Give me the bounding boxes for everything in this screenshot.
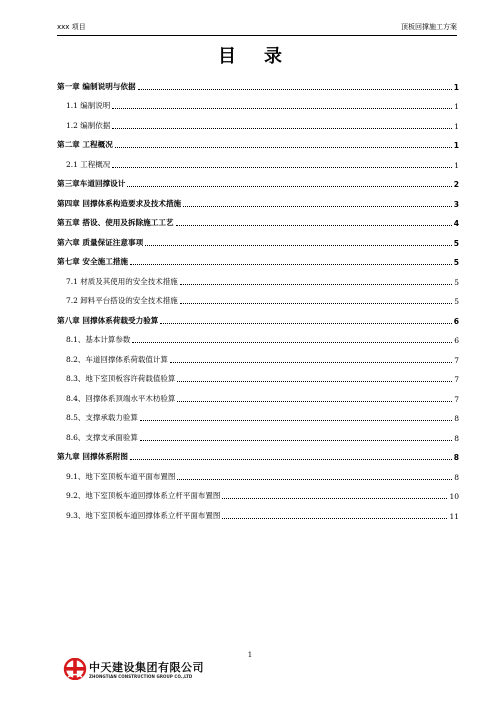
toc-entry-title: 第二章 工程概况 xyxy=(57,140,113,149)
toc-leader-dots xyxy=(127,185,451,187)
toc-entry[interactable] xyxy=(57,405,459,425)
toc-entry[interactable] xyxy=(57,93,459,113)
toc-entry[interactable] xyxy=(57,190,459,210)
toc-title: 目录 xyxy=(218,46,310,67)
toc-entry-title: 第四章 回撑体系构造要求及技术措施 xyxy=(57,198,182,208)
toc-leader-dots xyxy=(140,439,452,441)
toc-entry-title: 9.2、地下室顶板车道回撑体系立杆平面布置图 xyxy=(66,491,221,500)
toc-entry-page: 5 xyxy=(453,258,459,267)
toc-entry-page: 2 xyxy=(453,180,459,189)
toc-leader-dots xyxy=(112,127,452,129)
toc-entry[interactable] xyxy=(57,151,459,171)
toc-entry[interactable] xyxy=(57,171,459,191)
toc-entry-page: 1 xyxy=(454,121,459,131)
toc-entry-page: 8 xyxy=(454,472,459,482)
toc-entry-page: 6 xyxy=(453,316,459,326)
toc-entry-title: 第三章车道回撑设计 xyxy=(57,179,126,188)
toc-entry[interactable] xyxy=(57,424,459,444)
toc-entry[interactable] xyxy=(57,132,459,152)
company-logo xyxy=(63,656,213,686)
toc-leader-dots xyxy=(180,302,452,304)
toc-leader-dots xyxy=(112,107,452,109)
toc-leader-dots xyxy=(138,88,452,90)
toc-entry-title: 9.3、地下室顶板车道回撑体系立杆平面布置图 xyxy=(66,510,221,520)
toc-entry-page: 10 xyxy=(449,492,459,501)
toc-entry-title: 第九章 回撑体系附图 xyxy=(57,452,128,461)
toc-leader-dots xyxy=(130,458,452,460)
toc-entry[interactable] xyxy=(57,483,459,503)
toc-leader-dots xyxy=(177,478,452,480)
toc-entry-page: 3 xyxy=(453,199,459,209)
toc-leader-dots xyxy=(176,224,452,226)
toc-leader-dots xyxy=(160,322,451,324)
toc-entry-page: 7 xyxy=(454,394,459,404)
toc-entry-page: 11 xyxy=(449,511,459,521)
page-number: 1 xyxy=(247,651,253,659)
toc-entry-title: 7.1 材质及其使用的安全技术措施 xyxy=(66,276,178,286)
company-name-cn: 中天建设集团有限公司 xyxy=(89,661,204,674)
toc-leader-dots xyxy=(180,283,452,285)
toc-entry-page: 7 xyxy=(454,375,459,384)
toc-entry[interactable] xyxy=(57,307,459,327)
toc-entry[interactable] xyxy=(57,112,459,132)
toc-entry-page: 8 xyxy=(454,433,459,443)
toc-leader-dots xyxy=(112,166,452,168)
toc-entry-title: 第五章 搭设、使用及拆除施工工艺 xyxy=(57,218,174,227)
toc-entry-page: 8 xyxy=(453,453,459,462)
toc-entry-title: 1.1 编制说明 xyxy=(66,101,111,110)
toc-entry-page: 6 xyxy=(454,336,459,345)
toc-entry-title: 2.1 工程概况 xyxy=(66,159,111,169)
toc-entry-page: 1 xyxy=(454,160,459,170)
toc-entry-page: 7 xyxy=(454,355,459,365)
toc-entry[interactable] xyxy=(57,229,459,249)
toc-leader-dots xyxy=(140,419,452,421)
header-doc-title: 顶板回撑施工方案 xyxy=(401,23,457,31)
toc-entry[interactable] xyxy=(57,327,459,347)
toc-entry[interactable] xyxy=(57,73,459,93)
toc-entry-title: 8.4、回撑体系顶端水平木枋验算 xyxy=(66,393,176,403)
toc-leader-dots xyxy=(183,205,452,207)
toc-leader-dots xyxy=(145,244,452,246)
toc-entry-title: 8.2、车道回撑体系荷载值计算 xyxy=(66,354,168,364)
toc-entry-page: 1 xyxy=(454,102,459,111)
toc-entry-title: 8.1、基本计算参数 xyxy=(66,335,131,344)
toc-entry[interactable] xyxy=(57,463,459,483)
toc-leader-dots xyxy=(222,497,447,499)
table-of-contents xyxy=(57,73,459,522)
toc-entry-title: 第一章 编制说明与依据 xyxy=(57,81,136,91)
toc-leader-dots xyxy=(130,263,452,265)
toc-entry-page: 1 xyxy=(453,82,459,92)
toc-leader-dots xyxy=(115,146,452,148)
toc-entry[interactable] xyxy=(57,502,459,522)
toc-leader-dots xyxy=(132,341,452,343)
toc-entry-title: 8.5、支撑承载力验算 xyxy=(66,413,138,422)
toc-leader-dots xyxy=(170,361,452,363)
toc-entry[interactable] xyxy=(57,268,459,288)
toc-entry[interactable] xyxy=(57,366,459,386)
toc-entry-title: 第六章 质量保证注意事项 xyxy=(57,237,144,247)
toc-leader-dots xyxy=(177,380,452,382)
toc-leader-dots xyxy=(222,517,447,519)
company-name-en: ZHONGTIAN CONSTRUCTION GROUP CO.,LTD xyxy=(89,674,193,679)
toc-entry-page: 1 xyxy=(453,141,459,150)
toc-entry-title: 1.2 编制依据 xyxy=(66,120,111,130)
toc-entry[interactable] xyxy=(57,288,459,308)
toc-entry-title: 8.6、支撑支承面验算 xyxy=(66,432,138,442)
toc-entry[interactable] xyxy=(57,249,459,269)
toc-entry-title: 8.3、地下室顶板容许荷载值验算 xyxy=(66,374,176,383)
toc-entry-page: 4 xyxy=(453,219,459,228)
toc-entry-title: 9.1、地下室顶板车道平面布置图 xyxy=(66,471,176,481)
toc-entry-page: 5 xyxy=(454,277,459,287)
zhongtian-logo-icon xyxy=(63,658,87,680)
toc-entry-page: 5 xyxy=(454,297,459,306)
toc-entry-title: 第七章 安全施工措施 xyxy=(57,257,128,266)
toc-entry-title: 第八章 回撑体系荷载受力验算 xyxy=(57,315,159,325)
toc-entry[interactable] xyxy=(57,444,459,464)
toc-entry-page: 8 xyxy=(454,414,459,423)
toc-entry-page: 5 xyxy=(453,238,459,248)
toc-entry-title: 7.2 卸料平台搭设的安全技术措施 xyxy=(66,296,178,305)
toc-leader-dots xyxy=(177,400,452,402)
page-header xyxy=(57,21,457,36)
header-project: xxx 项目 xyxy=(57,23,86,31)
toc-entry[interactable] xyxy=(57,385,459,405)
toc-entry[interactable] xyxy=(57,210,459,230)
toc-entry[interactable] xyxy=(57,346,459,366)
